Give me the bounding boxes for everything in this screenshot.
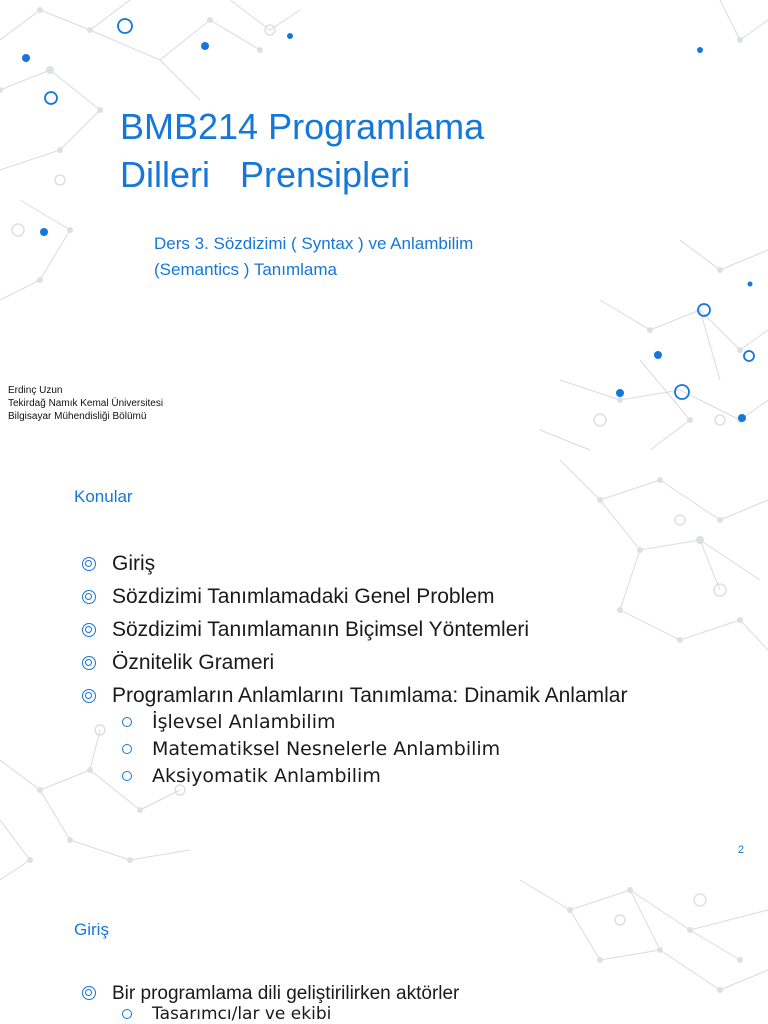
- sub-list: [112, 710, 672, 788]
- list-item-text: Öznitelik Grameri: [112, 651, 275, 674]
- page-number: 2: [737, 844, 744, 856]
- bullet-circle-icon: [82, 986, 96, 1000]
- list-item-text: Bir programlama dili geliştirilirken aktörler: [112, 983, 460, 1004]
- sub-bullet-icon: [122, 717, 132, 727]
- sub-list-item: [80, 764, 672, 788]
- bullet-circle-icon: [82, 689, 96, 703]
- intro-list: [80, 984, 720, 1024]
- presentation-title: [120, 103, 484, 199]
- author-block: [8, 384, 163, 423]
- list-item: [80, 618, 720, 642]
- bullet-circle-icon: [82, 623, 96, 637]
- sub-list-item-text: Aksiyomatik Anlambilim: [152, 765, 381, 787]
- author-department: Bilgisayar Mühendisliği Bölümü: [8, 411, 147, 422]
- title-line-2: Dilleri Prensipleri: [120, 154, 411, 195]
- sub-list-item: [80, 710, 672, 734]
- sub-bullet-icon: [122, 1009, 132, 1019]
- sub-bullet-icon: [122, 744, 132, 754]
- list-item-text: Sözdizimi Tanımlamadaki Genel Problem: [112, 585, 495, 608]
- list-item: [80, 585, 720, 609]
- list-item-text: Programların Anlamlarını Tanımlama: Dinamik Anlamlar: [112, 684, 628, 707]
- sub-list-item: [80, 1004, 720, 1024]
- intro-slide: [0, 880, 768, 1024]
- sub-list-item-text: Matematiksel Nesnelerle Anlambilim: [152, 738, 501, 760]
- list-item: [80, 552, 720, 576]
- section-heading-giris: Giriş: [74, 920, 109, 939]
- sub-bullet-icon: [122, 771, 132, 781]
- bullet-circle-icon: [82, 590, 96, 604]
- title-slide: [0, 0, 768, 460]
- list-item: [80, 684, 672, 788]
- author-university: Tekirdağ Namık Kemal Üniversitesi: [8, 398, 164, 409]
- sub-list-item-text: İşlevsel Anlambilim: [152, 711, 336, 733]
- author-name: Erdinç Uzun: [8, 385, 63, 396]
- list-item-text: Giriş: [112, 552, 156, 575]
- presentation-subtitle: [154, 231, 473, 283]
- list-item: [80, 984, 720, 1024]
- list-item: [80, 651, 720, 675]
- bullet-circle-icon: [82, 557, 96, 571]
- subtitle-line-1: Ders 3. Sözdizimi ( Syntax ) ve Anlambilim: [154, 234, 474, 253]
- subtitle-line-2: (Semantics ) Tanımlama: [154, 260, 337, 279]
- sub-list-item-text: Tasarımcı/lar ve ekibi: [152, 1004, 332, 1024]
- list-item-text: Sözdizimi Tanımlamanın Biçimsel Yöntemleri: [112, 618, 530, 641]
- topics-list: [80, 552, 720, 791]
- bullet-circle-icon: [82, 656, 96, 670]
- topics-slide: [0, 460, 768, 880]
- section-heading-konular: Konular: [74, 487, 133, 506]
- sub-list-item: [80, 737, 672, 761]
- title-line-1: BMB214 Programlama: [120, 106, 485, 147]
